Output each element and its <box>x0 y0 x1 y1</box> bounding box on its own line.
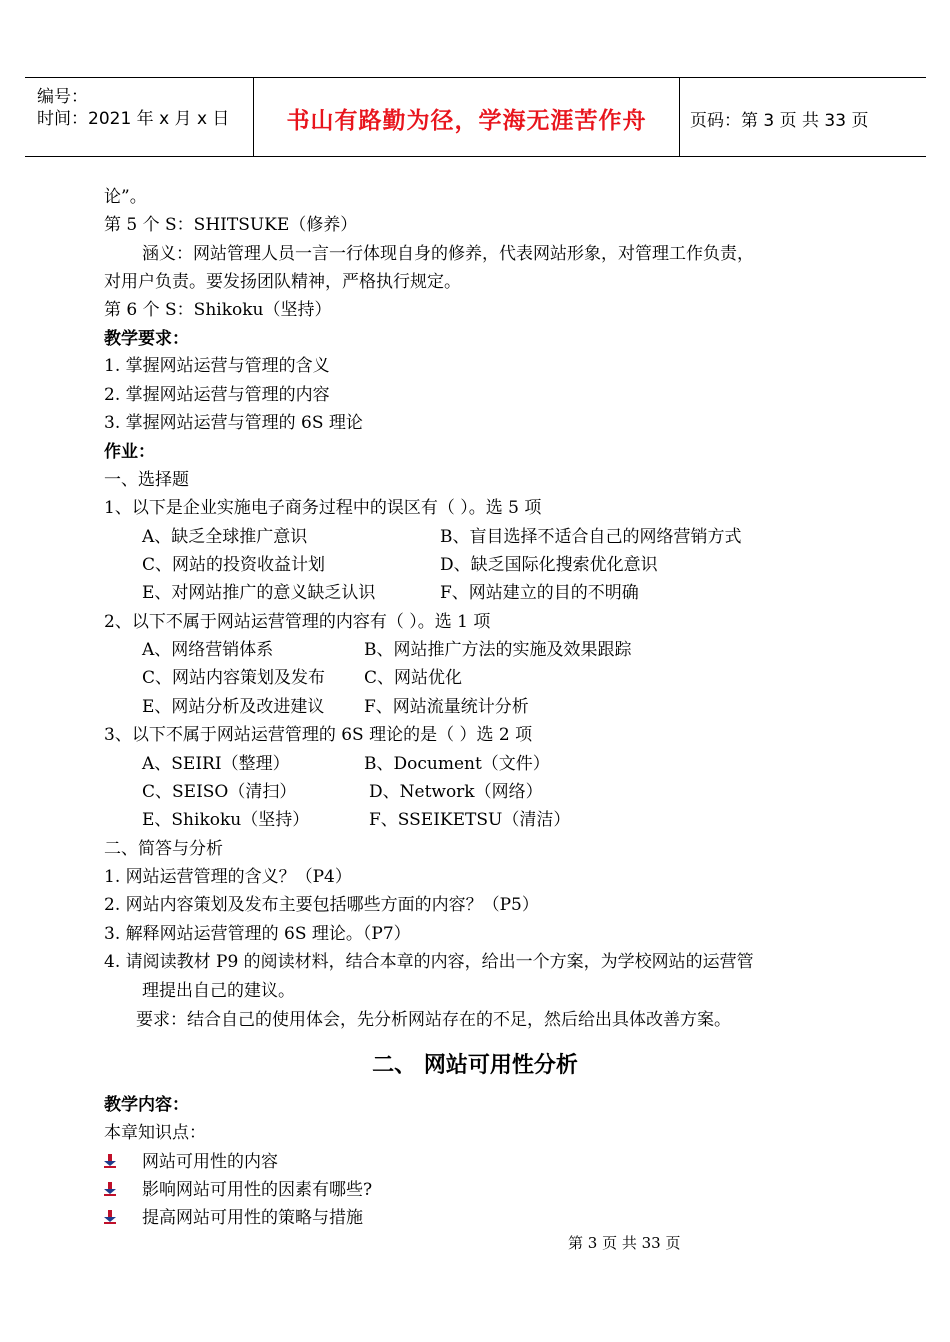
option: B、盲目选择不适合自己的网络营销方式 <box>440 527 742 547</box>
bullet-arrow-icon <box>104 1154 118 1168</box>
subheading-short-answer: 二、简答与分析 <box>104 839 223 859</box>
body-line: 论”。 <box>104 187 147 207</box>
subheading-choice: 一、选择题 <box>104 470 189 490</box>
list-item: 3. 掌握网站运营与管理的 6S 理论 <box>104 413 363 433</box>
question: 3、以下不属于网站运营管理的 6S 理论的是（ ）选 2 项 <box>104 725 533 745</box>
knowledge-point-item: 网站可用性的内容 <box>142 1152 278 1172</box>
option: C、网站优化 <box>364 668 463 688</box>
list-item: 4. 请阅读教材 P9 的阅读材料，结合本章的内容，给出一个方案，为学校网站的运营管 <box>104 952 754 972</box>
document-time-label: 时间：2021 年 x 月 x 日 <box>37 109 230 129</box>
header-motto-cell <box>254 78 680 156</box>
bullet-arrow-icon <box>104 1182 118 1196</box>
section-title: 二、 网站可用性分析 <box>372 1053 578 1078</box>
heading-teaching-requirements: 教学要求： <box>104 329 189 349</box>
list-item-continued: 理提出自己的建议。 <box>142 981 295 1001</box>
option: C、SEISO（清扫） <box>142 782 297 802</box>
list-item: 1. 网站运营管理的含义？（P4） <box>104 867 352 887</box>
option: A、SEIRI（整理） <box>142 754 290 774</box>
option: F、网站建立的目的不明确 <box>440 583 639 603</box>
header-page-cell <box>680 78 926 156</box>
header-motto: 书山有路勤为径，学海无涯苦作舟 <box>286 108 647 134</box>
heading-homework: 作业： <box>104 442 155 462</box>
knowledge-points-label: 本章知识点： <box>104 1123 206 1143</box>
page-header <box>25 77 926 157</box>
heading-teaching-content: 教学内容： <box>104 1095 189 1115</box>
header-left-cell <box>25 78 254 156</box>
option: F、SSEIKETSU（清洁） <box>369 810 571 830</box>
knowledge-point-item: 提高网站可用性的策略与措施 <box>142 1208 363 1228</box>
option: E、网站分析及改进建议 <box>142 697 325 717</box>
option: C、网站内容策划及发布 <box>142 668 326 688</box>
option: B、Document（文件） <box>364 754 550 774</box>
body-line: 第 5 个 S：SHITSUKE（修养） <box>104 215 358 235</box>
knowledge-point-item: 影响网站可用性的因素有哪些? <box>142 1180 373 1200</box>
body-line: 涵义：网站管理人员一言一行体现自身的修养，代表网站形象，对管理工作负责， <box>142 244 754 264</box>
body-line: 对用户负责。要发扬团队精神，严格执行规定。 <box>104 272 461 292</box>
body-line: 第 6 个 S：Shikoku（坚持） <box>104 300 332 320</box>
option: A、缺乏全球推广意识 <box>142 527 308 547</box>
question: 2、以下不属于网站运营管理的内容有（ ）。选 1 项 <box>104 612 491 632</box>
list-item: 2. 网站内容策划及发布主要包括哪些方面的内容？（P5） <box>104 895 539 915</box>
option: E、对网站推广的意义缺乏认识 <box>142 583 376 603</box>
header-page-code: 页码：第 3 页 共 33 页 <box>690 111 869 131</box>
option: F、网站流量统计分析 <box>364 697 529 717</box>
option: A、网络营销体系 <box>142 640 274 660</box>
option: E、Shikoku（坚持） <box>142 810 310 830</box>
option: C、网站的投资收益计划 <box>142 555 326 575</box>
option: B、网站推广方法的实施及效果跟踪 <box>364 640 632 660</box>
page-footer: 第 3 页 共 33 页 <box>568 1234 681 1252</box>
option: D、缺乏国际化搜索优化意识 <box>440 555 658 575</box>
bullet-arrow-icon <box>104 1210 118 1224</box>
document-number-label: 编号： <box>37 87 88 107</box>
requirement-note: 要求：结合自己的使用体会，先分析网站存在的不足，然后给出具体改善方案。 <box>136 1010 731 1030</box>
list-item: 3. 解释网站运营管理的 6S 理论。（P7） <box>104 924 411 944</box>
list-item: 1. 掌握网站运营与管理的含义 <box>104 356 330 376</box>
question: 1、以下是企业实施电子商务过程中的误区有（ ）。选 5 项 <box>104 498 542 518</box>
option: D、Network（网络） <box>369 782 543 802</box>
list-item: 2. 掌握网站运营与管理的内容 <box>104 385 330 405</box>
